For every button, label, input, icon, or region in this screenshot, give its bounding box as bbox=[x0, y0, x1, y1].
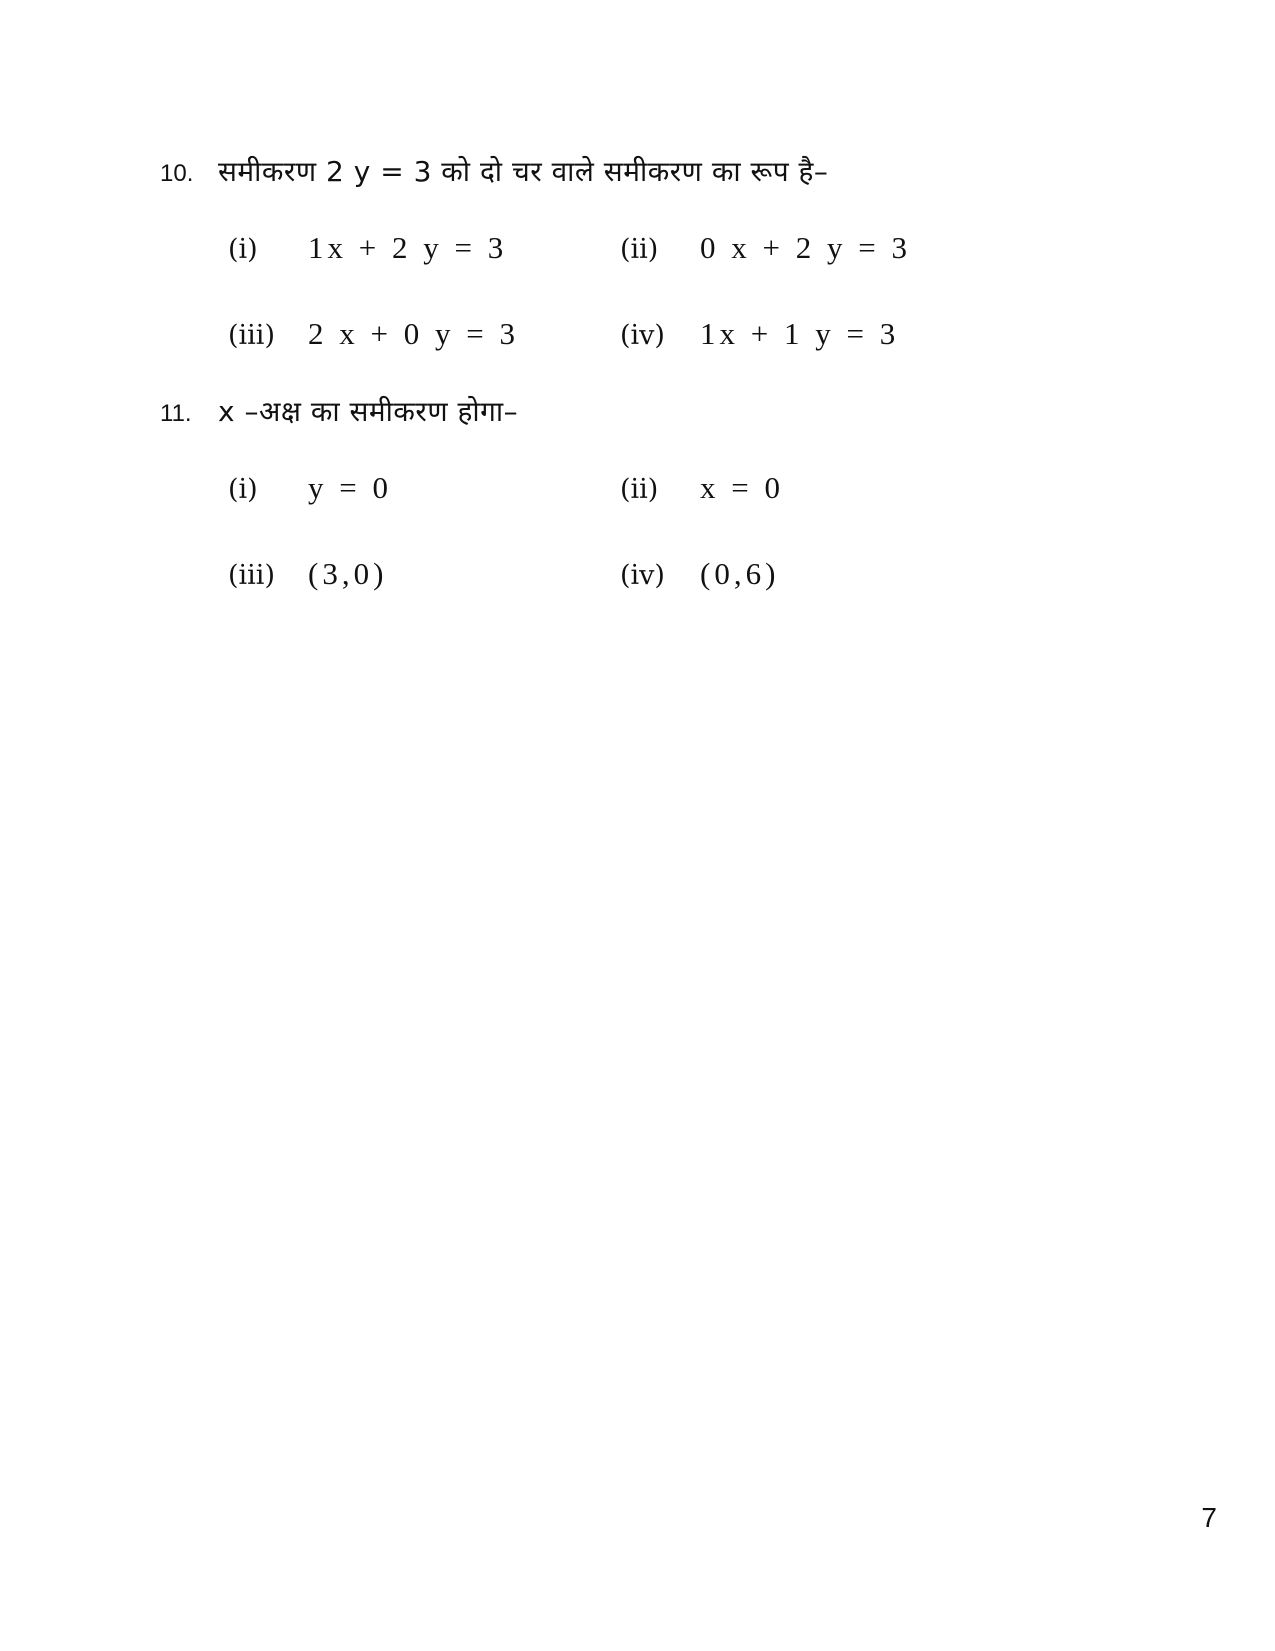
question-number: 11. bbox=[160, 400, 192, 427]
options-row bbox=[228, 470, 1160, 556]
option-label: (iii) bbox=[228, 320, 275, 351]
question-11 bbox=[160, 392, 1160, 642]
option-value: (0,6) bbox=[700, 556, 780, 591]
option-ii bbox=[620, 230, 1012, 266]
option-value: (3,0) bbox=[308, 556, 388, 591]
page-number: 7 bbox=[1201, 1502, 1217, 1533]
option-value: 1x + 2 y = 3 bbox=[308, 230, 508, 265]
option-iii bbox=[228, 316, 620, 352]
question-text: x –अक्ष का समीकरण होगा– bbox=[218, 395, 519, 428]
option-ii bbox=[620, 470, 1012, 506]
option-iv bbox=[620, 556, 1012, 592]
option-value: y = 0 bbox=[308, 470, 392, 505]
option-label: (ii) bbox=[620, 474, 659, 505]
question-text: समीकरण 2 y = 3 को दो चर वाले समीकरण का रूप है– bbox=[218, 155, 829, 188]
question-10 bbox=[160, 152, 1160, 402]
option-i bbox=[228, 230, 620, 266]
option-label: (ii) bbox=[620, 234, 659, 265]
options-group bbox=[228, 230, 1160, 402]
option-i bbox=[228, 470, 620, 506]
options-row bbox=[228, 316, 1160, 402]
question-number: 10. bbox=[160, 160, 194, 187]
option-value: 1x + 1 y = 3 bbox=[700, 316, 900, 351]
option-label: (iv) bbox=[620, 560, 665, 591]
options-group bbox=[228, 470, 1160, 642]
option-value: 2 x + 0 y = 3 bbox=[308, 316, 519, 351]
option-label: (i) bbox=[228, 474, 258, 505]
question-stem bbox=[160, 152, 1160, 202]
option-label: (i) bbox=[228, 234, 258, 265]
option-label: (iii) bbox=[228, 560, 275, 591]
options-row bbox=[228, 556, 1160, 642]
option-iii bbox=[228, 556, 620, 592]
options-row bbox=[228, 230, 1160, 316]
question-stem bbox=[160, 392, 1160, 442]
option-iv bbox=[620, 316, 1012, 352]
option-value: 0 x + 2 y = 3 bbox=[700, 230, 911, 265]
option-value: x = 0 bbox=[700, 470, 784, 505]
option-label: (iv) bbox=[620, 320, 665, 351]
